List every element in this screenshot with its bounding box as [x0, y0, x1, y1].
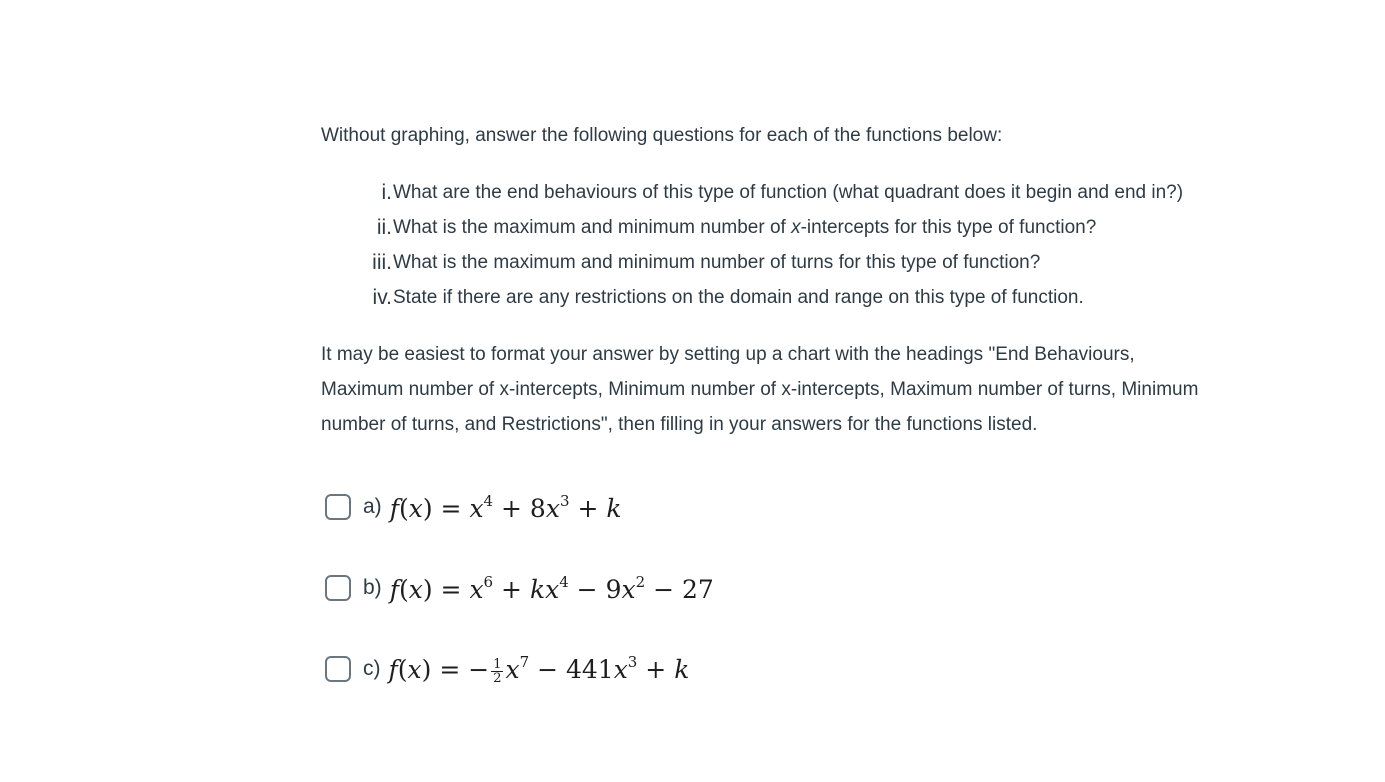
option-c[interactable]: [321, 646, 1221, 692]
function-a: $f(x) = x^4 + 8x^3 + k$: [389, 491, 622, 523]
question-list: [321, 175, 1221, 315]
question-item: [321, 245, 1221, 280]
question-text: State if there are any restrictions on the domain and range on this type of function.: [393, 287, 1084, 308]
question-number: iv.: [372, 286, 392, 309]
question-text: What is the maximum and minimum number of x-intercepts for this type of function?: [393, 217, 1097, 238]
option-label: c): [363, 657, 381, 680]
option-label: a): [363, 495, 382, 518]
answer-options: [321, 484, 1221, 692]
option-label: b): [363, 576, 382, 599]
question-number: ii.: [376, 216, 392, 239]
question-text: What are the end behaviours of this type of function (what quadrant does it begin and end in?): [393, 182, 1184, 203]
question-number: i.: [381, 181, 392, 204]
checkbox-b[interactable]: [325, 575, 351, 601]
question-item: [321, 280, 1221, 315]
intro-text: Without graphing, answer the following questions for each of the functions below:: [321, 125, 1003, 146]
question-number: iii.: [372, 251, 392, 274]
question-text: What is the maximum and minimum number of turns for this type of function?: [393, 252, 1041, 273]
format-note: It may be easiest to format your answer by setting up a chart with the headings "End Behaviours, Maximum number of x-intercepts, Minimum number of x-intercepts, Maximum number of turns, Minimum number of turns, and Restrictions", then filling in your answers for the functions listed.: [321, 344, 1199, 435]
question-item: [321, 175, 1221, 210]
checkbox-a[interactable]: [325, 494, 351, 520]
function-b: $f(x) = x^6 + kx^4 - 9x^2 - 27$: [389, 572, 714, 604]
function-c: f(x) = − $\frac{1}{2}$ $x^7 - 441x^3 + k$: [388, 653, 690, 686]
checkbox-c[interactable]: [325, 656, 351, 682]
option-a[interactable]: [321, 484, 1221, 530]
question-item: [321, 210, 1221, 245]
option-b[interactable]: [321, 565, 1221, 611]
question-content: [321, 118, 1221, 727]
